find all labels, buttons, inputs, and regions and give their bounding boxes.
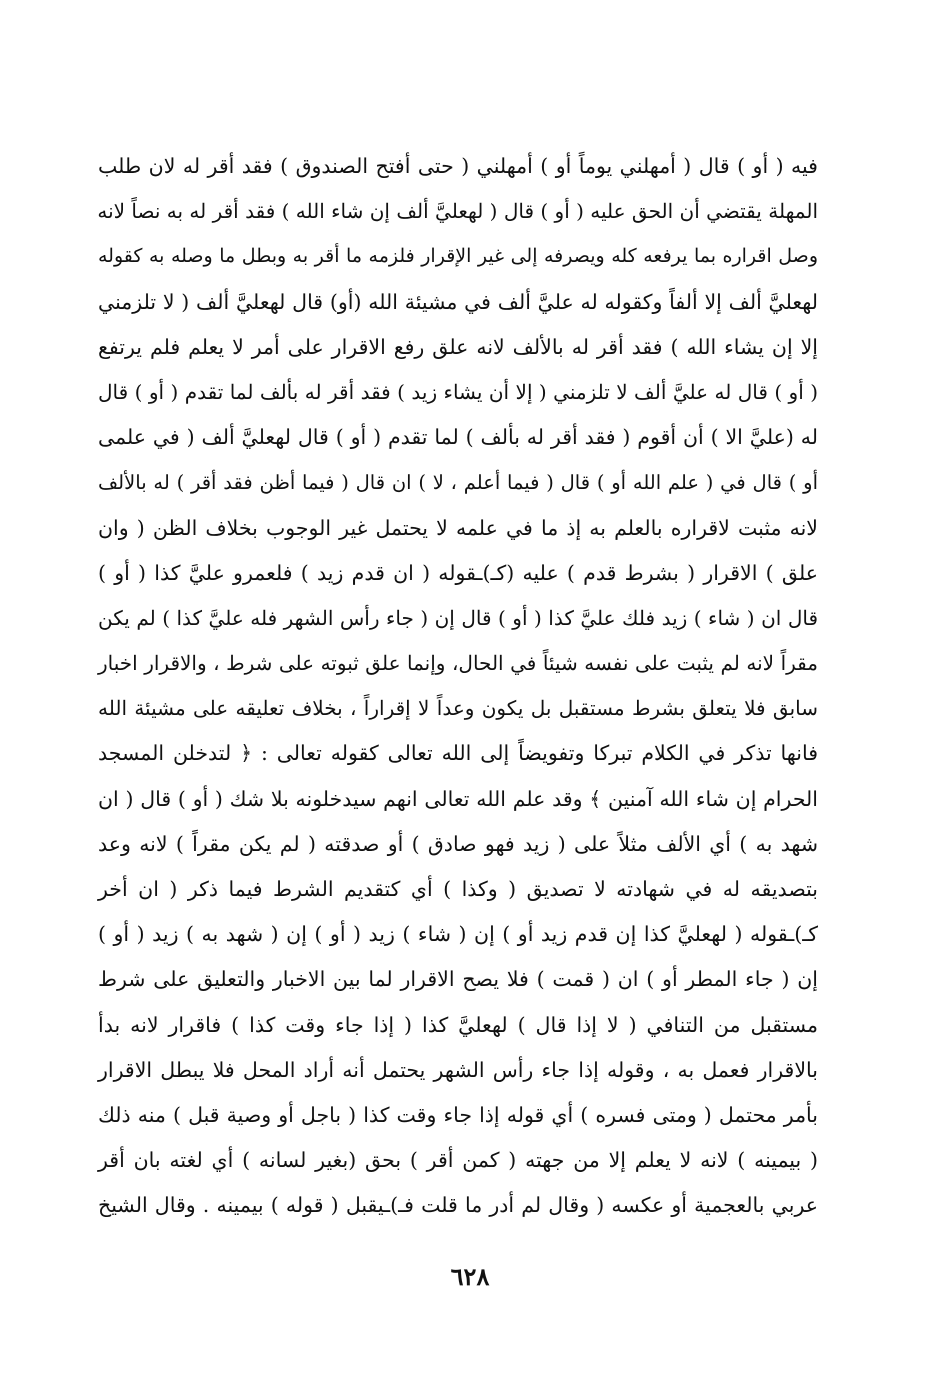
text-line: الحرام إن شاء الله آمنين ﴾ وقد علم الله تعالى انهم سيدخلونه بلا شك ( أو ) قال ( ان [98, 786, 818, 811]
text-line: عربي بالعجمية أو عكسه ( وقال لم أدر ما قلت فـ)ـيقبل ( قوله ) بيمينه . وقال الشيخ [98, 1193, 818, 1218]
text-line: شهد به ) أي الألف مثلاً على ( زيد فهو صادق ) أو صدقته ( لم يكن مقراً ) لانه وعد [98, 831, 818, 856]
text-line: بتصديقه له في شهادته لا تصديق ( وكذا ) أي كتقديم الشرط فيما ذكر ( ان أخر [98, 877, 818, 901]
text-line: ( أو ) قال له عليَّ ألف لا تلزمني ( إلا أن يشاء زيد ) فقد أقر له بألف لما تقدم ( أو ) قال [98, 379, 818, 404]
text-line: كـ)ـقوله ( لهعليَّ كذا إن قدم زيد أو ) إن ( شاء ) زيد ( أو ) إن ( شهد به ) زيد ( أو ) [98, 922, 818, 947]
text-line: لهعليَّ ألف إلا ألفاً وكقوله له عليَّ ألف في مشيئة الله (أو) قال لهعليَّ ألف ( لا تلزمني [98, 289, 818, 314]
text-line: بأمر محتمل ( ومتى فسره ) أي قوله إذا جاء وقت كذا ( باجل أو وصية قبل ) منه ذلك [98, 1102, 818, 1127]
text-line: وصل اقراره بما يرفعه كله ويصرفه إلى غير الإقرار فلزمه ما أقر به وبطل ما وصله به كقوله [98, 245, 818, 268]
text-line: علق ) الاقرار ( بشرط قدم ) عليه (كـ)ـقوله ( ان قدم زيد ) فلعمرو عليَّ كذا ( أو ) [98, 560, 818, 585]
text-line: أو ) قال في ( علم الله أو ) قال ( فيما أعلم ، لا ) ان قال ( فيما أظن فقد أقر ) له بالألف [98, 471, 818, 495]
text-line: فانها تذكر في الكلام تبركا وتفويضاً إلى الله تعالى كقوله تعالى : ﴿ لتدخلن المسجد [98, 741, 818, 766]
text-line: سابق فلا يتعلق بشرط مستقبل بل يكون وعداً لا إقراراً ، بخلاف تعليقه على مشيئة الله [98, 696, 818, 721]
text-line: مقراً لانه لم يثبت على نفسه شيئاً في الحال، وإنما علق ثبوته على شرط ، والاقرار اخبار [98, 651, 818, 676]
text-line: المهلة يقتضي أن الحق عليه ( أو ) قال ( لهعليَّ ألف إن شاء الله ) فقد أقر له به نصاً لانه [97, 199, 818, 224]
text-line: فيه ( أو ) قال ( أمهلني يوماً أو ) أمهلني ( حتى أفتح الصندوق ) فقد أقر له لان طلب [98, 154, 818, 178]
text-line: إلا إن يشاء الله ) فقد أقر له بالألف لانه علق رفع الاقرار على أمر لا يعلم فلم يرتفع [98, 334, 818, 359]
text-line: مستقبل من التنافي ( لا إذا قال ) لهعليَّ كذا ( إذا جاء وقت كذا ) فاقرار لانه بدأ [98, 1012, 818, 1037]
body-text [98, 144, 818, 1229]
text-line: ( بيمينه ) لانه لا يعلم إلا من جهته ( كمن أقر ) بحق (بغير لسانه ) أي لغته بان أقر [98, 1148, 818, 1173]
page-number: ٦٢٨ [450, 1262, 490, 1291]
text-line: لانه مثبت لاقراره بالعلم به إذ ما في علمه لا يحتمل غير الوجوب بخلاف الظن ( وان [98, 515, 818, 540]
text-line: بالاقرار فعمل به ، وقوله إذا جاء رأس الشهر يحتمل أنه أراد المحل فلا يبطل الاقرار [98, 1057, 818, 1082]
text-line: إن ( جاء المطر أو ) ان ( قمت ) فلا يصح الاقرار لما بين الاخبار والتعليق على شرط [98, 967, 818, 992]
text-line: قال ان ( شاء ) زيد فلك عليَّ كذا ( أو ) قال إن ( جاء رأس الشهر فله عليَّ كذا ) لم يكن [98, 605, 818, 630]
text-line: له (عليَّ الا ) أن أقوم ( فقد أقر له بألف ) لما تقدم ( أو ) قال لهعليَّ ألف ( في علمى [98, 425, 818, 450]
